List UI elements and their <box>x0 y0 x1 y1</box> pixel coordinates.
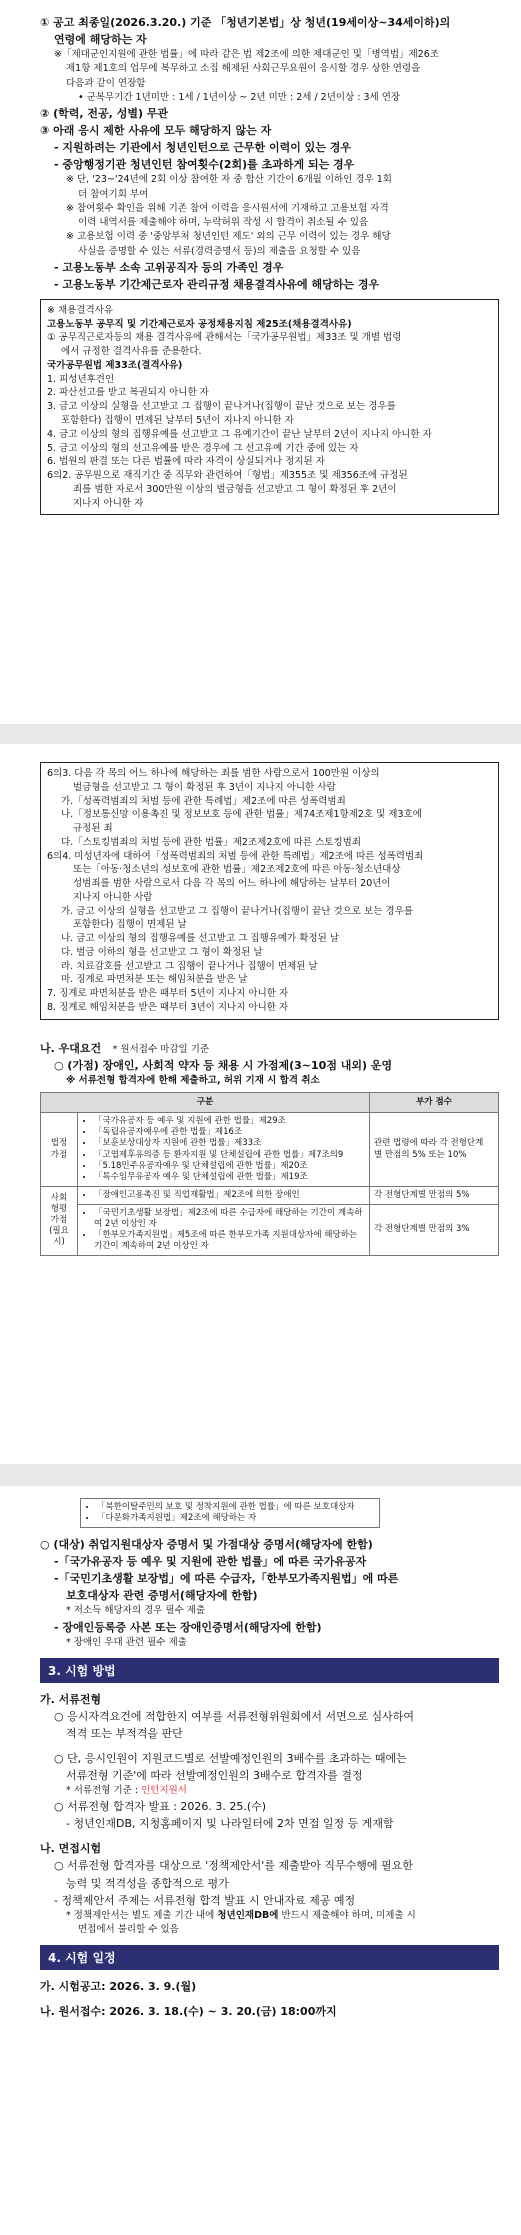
interview-note <box>40 1909 499 1923</box>
table-points: 각 전형단계별 만점의 5% <box>370 1186 499 1204</box>
schedule-item: 가. 시험공고: 2026. 3. 9.(월) <box>40 1980 197 1994</box>
documents-item: -「국가유공자 등 예우 및 지원에 관한 법률」에 따른 국가유공자 <box>54 1555 367 1569</box>
box-item: 6의3. 다음 각 목의 어느 하나에 해당하는 죄를 범한 사람으로서 100만원 이상의 <box>47 768 380 779</box>
documents-heading: ○ (대상) 취업지원대상자 증명서 및 가점대상 증명서(해당자에 한함) <box>40 1538 373 1552</box>
documents-note: * 저소득 해당자의 경우 필수 제출 <box>66 1605 206 1617</box>
box-item: 2. 파산선고를 받고 복권되지 아니한 자 <box>47 387 209 399</box>
restriction-note: 사실을 증명할 수 있는 서류(경력증명서 등)의 제출을 요청할 수 있음 <box>78 245 361 257</box>
screening-criteria-label: * 서류전형 기준 : <box>66 1785 142 1797</box>
table-cell <box>81 1499 380 1528</box>
box-item: 성범죄를 범한 사람으로서 다음 각 목의 어느 하나에 해당하는 날부터 20년이 <box>73 878 391 890</box>
age-requirement-cont: 연령에 해당하는 자 <box>54 33 147 47</box>
table-row <box>41 1113 499 1186</box>
box-item: 8. 징계로 해임처분을 받은 때부터 3년이 지나지 아니한 자 <box>47 1002 289 1014</box>
documents-item: -「국민기초생활 보장법」에 따른 수급자,「한부모가족지원법」에 따른 <box>54 1572 399 1586</box>
box-item: 라. 치료감호를 선고받고 그 집행이 끝나거나 집행이 면제된 날 <box>61 960 318 972</box>
law-item: • 「한부모가족지원법」제5조에 따른 한부모가족 지원대상자에 해당하는 기간이 계속하여 2년 이상인 자 <box>94 1230 365 1252</box>
documents-note: * 장애인 우대 관련 필수 제출 <box>66 1636 187 1648</box>
box-item: 다.「스토킹범죄의 처벌 등에 관한 법률」제2조제2호에 따른 스토킹범죄 <box>61 836 362 848</box>
box-text: 에서 규정한 결격사유를 준용한다. <box>61 346 202 358</box>
table-points: 각 전형단계별 만점의 3% <box>370 1204 499 1255</box>
box-item: 포함한다) 집행이 면제된 날부터 5년이 지나지 아니한 자 <box>61 415 294 426</box>
law-item: • 「국민기초생활 보장법」제2조에 따른 수급자에 해당하는 기간이 계속하여 2년 이상인 자 <box>94 1208 365 1230</box>
interview-note-cont: 면접에서 불리할 수 있음 <box>78 1923 179 1935</box>
interview-text: ○ 서류전형 합격자를 대상으로 '정책제안서'를 제출받아 직무수행에 필요한 <box>54 1859 413 1873</box>
bonus-points-table-cont <box>80 1498 380 1528</box>
restriction-note: ※ 참여횟수 확인을 위해 기존 참여 이력을 응시원서에 기재하고 고용보험 자격 <box>66 202 389 214</box>
box-text: ① 공무직근로자등의 채용 결격사유에 관해서는「국가공무원법」제33조 및 개별 법령 <box>47 332 402 344</box>
restriction-note: ※ 고용보험 이력 중 '중앙부처 청년인턴 제도' 외의 근무 이력이 있는 경우 해당 <box>66 231 391 243</box>
preference-heading-row <box>40 1040 499 1057</box>
box-item: 6. 법원의 판결 또는 다른 법률에 따라 자격이 상실되거나 정지된 자 <box>47 456 325 468</box>
law-item: • 「다문화가족지원법」제2조에 해당하는 자 <box>97 1513 375 1524</box>
interview-note-text: 반드시 제출해야 하며, 미제출 시 <box>278 1909 416 1921</box>
interview-note-emphasis: 청년인재DB에 <box>217 1909 279 1921</box>
table-header-points: 부가 점수 <box>370 1093 499 1113</box>
restriction-item: - 고용노동부 소속 고위공직자 등의 가족인 경우 <box>54 260 284 274</box>
restriction-note: 이력 내역서를 제출해야 하며, 누락허위 작성 시 합격이 취소될 수 있음 <box>78 217 369 229</box>
box-item: 1. 피성년후견인 <box>47 373 115 385</box>
box-item: 죄를 범한 자로서 300만원 이상의 벌금형을 선고받고 그 형이 확정된 후 2년이 <box>73 483 397 495</box>
veteran-note-cont: 제1항 제1호의 업무에 복무하고 소집 해제된 사회근무요원이 응시할 경우 상한 연령을 <box>66 63 421 75</box>
law-item: • 「독립유공자예우에 관한 법률」제16조 <box>94 1127 365 1138</box>
preference-heading: 나. 우대요건 <box>40 1041 102 1055</box>
box-item: 4. 금고 이상의 형의 집행유예를 선고받고 그 유예기간이 끝난 날부터 2년이 지나지 아니한 자 <box>47 428 432 440</box>
table-row <box>41 1204 499 1255</box>
page-2 <box>0 744 521 1464</box>
section-exam-method: 3. 시험 방법 <box>40 1658 499 1683</box>
box-item: 지나지 아니한 사람 <box>73 891 153 903</box>
box-item: 규정된 죄 <box>73 823 113 835</box>
screening-criteria <box>40 1784 499 1798</box>
box-item: 가.「성폭력범죄의 처벌 등에 관한 특례법」제2조에 따른 성폭력범죄 <box>61 795 346 807</box>
age-requirement: ① 공고 최종일(2026.3.20.) 기준 「청년기본법」상 청년(19세이상~34세이하)의 <box>40 16 451 29</box>
document-screening-heading: 가. 서류전형 <box>40 1692 102 1706</box>
schedule-item: 나. 원서접수: 2026. 3. 18.(수) ~ 3. 20.(금) 18:00까지 <box>40 2005 337 2019</box>
bonus-points-table <box>40 1092 499 1256</box>
screening-text: ○ 응시자격요건에 적합한지 여부를 서류전형위원회에서 서면으로 심사하여 <box>54 1709 414 1723</box>
disqualification-box-cont <box>40 762 499 1020</box>
documents-item-cont: 보호대상자 관련 증명서(해당자에 한함) <box>66 1589 258 1603</box>
box-item: 3. 금고 이상의 실형을 선고받고 그 집행이 끝나거나(집행이 끝난 것으로 보는 경우를 <box>47 401 396 413</box>
veteran-note-cont: 다음과 같이 연장함 <box>66 77 146 89</box>
box-subtitle: 국가공무원법 제33조(결격사유) <box>47 359 183 371</box>
documents-item: - 장애인등록증 사본 또는 장애인증명서(해당자에 한함) <box>54 1620 322 1634</box>
box-item: 벌금형을 선고받고 그 형이 확정된 후 3년이 지나지 아니한 사람 <box>73 781 336 793</box>
education-requirement: ② (학력, 전공, 성별) 무관 <box>40 107 169 121</box>
screening-text: ○ 단, 응시인원이 지원코드별로 선발예정인원의 3배수를 초과하는 때에는 <box>54 1751 407 1765</box>
box-item: 나. 금고 이상의 형의 집행유예를 선고받고 그 집행유예가 확정된 날 <box>61 933 339 945</box>
bonus-points-note: ※ 서류전형 합격자에 한해 제출하고, 허위 기재 시 합격 취소 <box>66 1075 320 1087</box>
table-row <box>41 1186 499 1204</box>
table-points: 관련 법령에 따라 각 전형단계 별 만점의 5% 또는 10% <box>370 1113 499 1186</box>
law-item: • 「국가유공자 등 예우 및 지원에 관한 법률」제29조 <box>94 1116 365 1127</box>
law-item: • 「5.18민주유공자예우 및 단체설립에 관한 법률」제20조 <box>94 1161 365 1172</box>
box-item: 가. 금고 이상의 실형을 선고받고 그 집행이 끝나거나(집행이 끝난 것으로 보는 경우를 <box>61 905 413 917</box>
table-category: 사회 형평 가점 (필요시) <box>41 1186 78 1255</box>
restriction-item: - 중앙행정기관 청년인턴 참여횟수(2회)를 초과하게 되는 경우 <box>54 158 355 172</box>
interview-note-text: * 정책제안서는 별도 제출 기간 내에 <box>66 1909 218 1921</box>
restriction-note: ※ 단, '23~'24년에 2회 이상 참여한 자 중 합산 기간이 6개월 이하인 경우 1회 <box>66 174 392 186</box>
page-3 <box>0 1486 521 2235</box>
screening-criteria-value: 인턴지원서 <box>141 1785 187 1797</box>
table-header-category: 구분 <box>41 1093 370 1113</box>
box-item: 마. 징계로 파면처분 또는 해임처분을 받은 날 <box>61 974 248 986</box>
restriction-item: - 지원하려는 기관에서 청년인턴으로 근무한 이력이 있는 경우 <box>54 141 352 155</box>
box-item: 7. 징계로 파면처분을 받은 때부터 5년이 지나지 아니한 자 <box>47 988 289 1000</box>
box-item: 지나지 아니한 자 <box>73 497 144 509</box>
disqualification-box <box>40 299 499 515</box>
law-item: • 「장애인고용촉진 및 직업재활법」제2조에 의한 장애인 <box>94 1190 365 1201</box>
box-item: 나.「정보통신망 이용촉진 및 정보보호 등에 관한 법률」제74조제1항제2호 및 제3호에 <box>61 809 422 821</box>
box-subtitle: 고용노동부 공무직 및 기간제근로자 공정채용지침 제25조(채용결격사유) <box>47 318 352 330</box>
table-row <box>81 1499 380 1528</box>
preference-note: * 원서접수 마감일 기준 <box>112 1043 210 1055</box>
table-cell <box>78 1113 370 1186</box>
box-item: 또는「아동·청소년의 성보호에 관한 법률」제2조제2호에 따른 아동·청소년대상 <box>73 864 401 876</box>
table-category: 법정 가점 <box>41 1113 78 1186</box>
screening-announcement-detail: - 청년인재DB, 지청홈페이지 및 나라일터에 2차 면접 일정 등 게재함 <box>66 1817 394 1831</box>
box-item: 6의2. 공무원으로 재직기간 중 직무와 관련하여「형법」제355조 및 제356조에 규정된 <box>47 470 408 482</box>
page-1 <box>0 0 521 724</box>
box-item: 5. 금고 이상의 형의 선고유예를 받은 경우에 그 선고유예 기간 중에 있는 자 <box>47 442 359 454</box>
veteran-note: ※「제대군인지원에 관한 법률」에 따라 같은 법 제2조에 의한 제대군인 및「병역법」제26조 <box>54 49 439 61</box>
bonus-points-heading: ○ (가점) 장애인, 사회적 약자 등 채용 시 가점제(3~10점 내외) 운영 <box>54 1059 393 1073</box>
screening-text: 서류전형 기준'에 따라 선발예정인원의 3배수로 합격자를 결정 <box>66 1769 363 1783</box>
box-item: 다. 벌금 이하의 형을 선고받고 그 형이 확정된 날 <box>61 946 263 958</box>
table-cell <box>78 1204 370 1255</box>
law-item: • 「고엽제후유의증 등 환자지원 및 단체설립에 관한 법률」제7조의9 <box>94 1150 365 1161</box>
table-cell <box>78 1186 370 1204</box>
veteran-note-detail: • 군복무기간 1년미만 : 1세 / 1년이상 ~ 2년 미만 : 2세 / 2년이상 : 3세 연장 <box>78 91 401 103</box>
interview-text: - 정책제안서 주제는 서류전형 합격 발표 시 안내자료 제공 예정 <box>54 1893 356 1907</box>
screening-text: 적격 또는 부적격을 판단 <box>66 1726 183 1740</box>
screening-announcement: ○ 서류전형 합격자 발표 : 2026. 3. 25.(수) <box>54 1800 267 1814</box>
restriction-heading: ③ 아래 응시 제한 사유에 모두 해당하지 않는 자 <box>40 124 272 138</box>
interview-heading: 나. 면접시험 <box>40 1842 102 1856</box>
restriction-item: - 고용노동부 기간제근로자 관리규정 채용결격사유에 해당하는 경우 <box>54 277 380 291</box>
section-exam-schedule: 4. 시험 일정 <box>40 1945 499 1970</box>
law-item: • 「보훈보상대상자 지원에 관한 법률」제33조 <box>94 1138 365 1149</box>
law-item: • 「북한이탈주민의 보호 및 정착지원에 관한 법률」에 따른 보호대상자 <box>97 1502 375 1513</box>
box-item: 포함한다) 집행이 면제된 날 <box>73 919 187 931</box>
box-item: 6의4. 미성년자에 대하여「성폭력범죄의 처벌 등에 관한 특례법」제2조에 따른 성폭력범죄 <box>47 850 424 862</box>
interview-text: 능력 및 적격성을 종합적으로 평가 <box>66 1876 229 1890</box>
restriction-note: 더 참여기회 부여 <box>78 188 149 200</box>
box-title: ※ 채용결격사유 <box>47 304 114 316</box>
law-item: • 「특수임무유공자 예우 및 단체설립에 관한 법률」제19조 <box>94 1172 365 1183</box>
